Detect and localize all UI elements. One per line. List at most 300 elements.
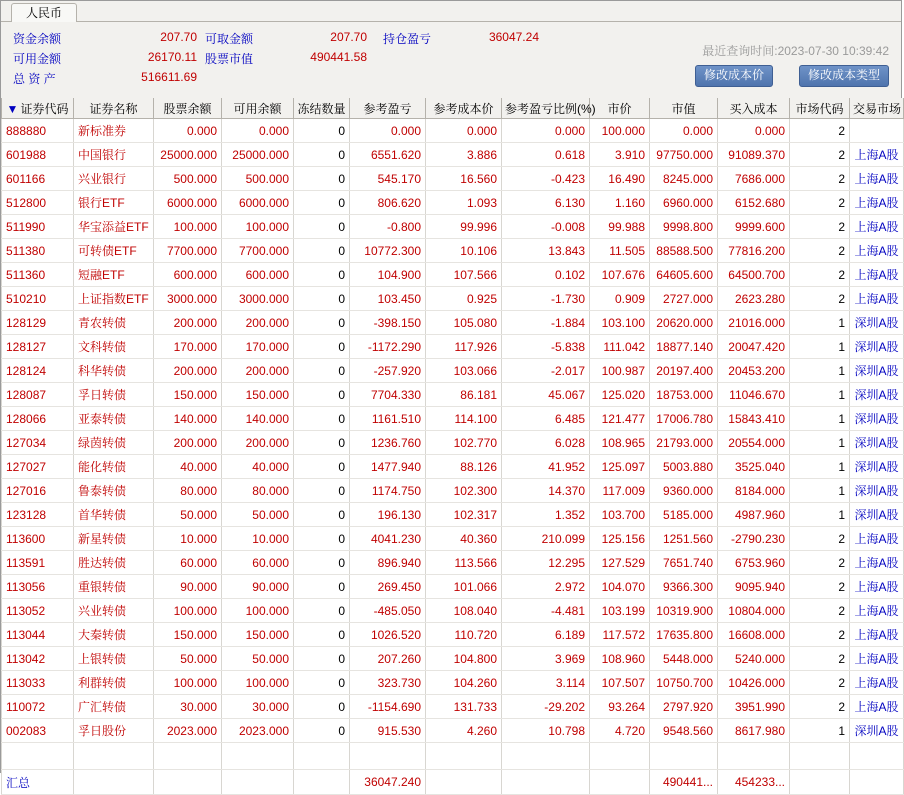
table-row[interactable] <box>2 143 904 167</box>
cell-stock-balance: 0.000 <box>154 119 222 143</box>
cell-market-value: 5185.000 <box>650 503 718 527</box>
cell-stock-balance: 100.000 <box>154 671 222 695</box>
cell-trade-market: 深圳A股 <box>850 479 904 503</box>
cell-trade-market: 深圳A股 <box>850 383 904 407</box>
table-row[interactable] <box>2 695 904 719</box>
cell-market-value: 10750.700 <box>650 671 718 695</box>
table-row[interactable] <box>2 575 904 599</box>
cell-empty <box>350 743 426 770</box>
total-blank-2 <box>154 770 222 795</box>
cell-code: 128127 <box>2 335 74 359</box>
cell-ref-cost-price: 102.770 <box>426 431 502 455</box>
table-body <box>2 119 904 795</box>
cell-ref-cost-price: 40.360 <box>426 527 502 551</box>
cell-buy-cost: 10804.000 <box>718 599 790 623</box>
cell-frozen-qty: 0 <box>294 575 350 599</box>
cell-market-code: 2 <box>790 575 850 599</box>
cell-available-balance: 40.000 <box>222 455 294 479</box>
cell-trade-market: 上海A股 <box>850 527 904 551</box>
cell-ref-pnl-ratio: 3.969 <box>502 647 590 671</box>
cell-ref-cost-price: 102.300 <box>426 479 502 503</box>
table-row[interactable] <box>2 167 904 191</box>
table-row[interactable] <box>2 407 904 431</box>
cell-frozen-qty: 0 <box>294 215 350 239</box>
cell-empty <box>790 743 850 770</box>
cell-market-price: 93.264 <box>590 695 650 719</box>
cell-name: 可转债ETF <box>74 239 154 263</box>
cell-frozen-qty: 0 <box>294 191 350 215</box>
cell-buy-cost: 10426.000 <box>718 671 790 695</box>
cell-ref-pnl-ratio: -1.884 <box>502 311 590 335</box>
cell-market-value: 64605.600 <box>650 263 718 287</box>
cell-market-code: 2 <box>790 143 850 167</box>
label-total-assets: 总 资 产 <box>13 72 56 86</box>
col-header-market-value[interactable]: 市值 <box>650 98 718 119</box>
cell-buy-cost: 6152.680 <box>718 191 790 215</box>
cell-ref-cost-price: 113.566 <box>426 551 502 575</box>
cell-ref-cost-price: 108.040 <box>426 599 502 623</box>
cell-market-price: 104.070 <box>590 575 650 599</box>
cell-code: 511360 <box>2 263 74 287</box>
cell-name: 利群转债 <box>74 671 154 695</box>
cell-frozen-qty: 0 <box>294 503 350 527</box>
cell-available-balance: 100.000 <box>222 215 294 239</box>
cell-frozen-qty: 0 <box>294 167 350 191</box>
modify-cost-price-button[interactable]: 修改成本价 <box>695 65 773 87</box>
cell-frozen-qty: 0 <box>294 287 350 311</box>
cell-ref-pnl-ratio: 45.067 <box>502 383 590 407</box>
cell-market-price: 107.676 <box>590 263 650 287</box>
cell-market-value: 21793.000 <box>650 431 718 455</box>
cell-ref-pnl-ratio: 0.000 <box>502 119 590 143</box>
cell-ref-pnl: 7704.330 <box>350 383 426 407</box>
cell-market-code: 2 <box>790 263 850 287</box>
cell-frozen-qty: 0 <box>294 311 350 335</box>
total-blank-1 <box>74 770 154 795</box>
cell-frozen-qty: 0 <box>294 551 350 575</box>
cell-ref-pnl-ratio: 6.485 <box>502 407 590 431</box>
cell-trade-market: 上海A股 <box>850 695 904 719</box>
cell-name: 孚日股份 <box>74 719 154 743</box>
table-row[interactable] <box>2 431 904 455</box>
cell-frozen-qty: 0 <box>294 455 350 479</box>
cell-market-price: 103.100 <box>590 311 650 335</box>
table-total-row <box>2 770 904 795</box>
cell-available-balance: 100.000 <box>222 599 294 623</box>
cell-market-code: 2 <box>790 647 850 671</box>
cell-market-price: 125.097 <box>590 455 650 479</box>
col-header-stock-balance[interactable]: 股票余额 <box>154 98 222 119</box>
cell-available-balance: 10.000 <box>222 527 294 551</box>
cell-market-value: 9366.300 <box>650 575 718 599</box>
cell-buy-cost: 6753.960 <box>718 551 790 575</box>
cell-code: 113600 <box>2 527 74 551</box>
cell-code: 511380 <box>2 239 74 263</box>
cell-market-price: 103.700 <box>590 503 650 527</box>
cell-stock-balance: 80.000 <box>154 479 222 503</box>
cell-market-price: 103.199 <box>590 599 650 623</box>
cell-market-code: 1 <box>790 503 850 527</box>
col-header-ref-pnl-ratio[interactable]: 参考盈亏比例(%) <box>502 98 590 119</box>
cell-ref-pnl-ratio: -5.838 <box>502 335 590 359</box>
table-row[interactable] <box>2 455 904 479</box>
cell-ref-pnl: 104.900 <box>350 263 426 287</box>
cell-stock-balance: 90.000 <box>154 575 222 599</box>
cell-frozen-qty: 0 <box>294 239 350 263</box>
cell-ref-pnl: 0.000 <box>350 119 426 143</box>
cell-code: 110072 <box>2 695 74 719</box>
cell-market-code: 1 <box>790 455 850 479</box>
table-row[interactable] <box>2 335 904 359</box>
table-row[interactable] <box>2 311 904 335</box>
cell-code: 113056 <box>2 575 74 599</box>
cell-code: 127016 <box>2 479 74 503</box>
cell-code: 511990 <box>2 215 74 239</box>
cell-ref-cost-price: 104.800 <box>426 647 502 671</box>
cell-ref-pnl: 1026.520 <box>350 623 426 647</box>
cell-name: 上证指数ETF <box>74 287 154 311</box>
cell-buy-cost: 21016.000 <box>718 311 790 335</box>
cell-ref-pnl: 10772.300 <box>350 239 426 263</box>
cell-available-balance: 60.000 <box>222 551 294 575</box>
table-row[interactable] <box>2 359 904 383</box>
cell-ref-pnl: 545.170 <box>350 167 426 191</box>
cell-market-value: 10319.900 <box>650 599 718 623</box>
cell-available-balance: 200.000 <box>222 359 294 383</box>
cell-buy-cost: 9999.600 <box>718 215 790 239</box>
cell-trade-market <box>850 119 904 143</box>
cell-trade-market: 上海A股 <box>850 215 904 239</box>
cell-market-code: 2 <box>790 671 850 695</box>
positions-table-container[interactable] <box>1 98 903 790</box>
cell-market-value: 2727.000 <box>650 287 718 311</box>
cell-code: 128066 <box>2 407 74 431</box>
cell-name: 鲁泰转债 <box>74 479 154 503</box>
cell-ref-cost-price: 10.106 <box>426 239 502 263</box>
cell-ref-pnl-ratio: 14.370 <box>502 479 590 503</box>
cell-stock-balance: 50.000 <box>154 503 222 527</box>
cell-ref-pnl: 6551.620 <box>350 143 426 167</box>
cell-available-balance: 7700.000 <box>222 239 294 263</box>
cell-ref-cost-price: 107.566 <box>426 263 502 287</box>
cell-code: 127034 <box>2 431 74 455</box>
cell-trade-market: 上海A股 <box>850 599 904 623</box>
cell-market-value: 18753.000 <box>650 383 718 407</box>
modify-cost-type-button[interactable]: 修改成本类型 <box>799 65 889 87</box>
cell-ref-pnl: 207.260 <box>350 647 426 671</box>
cell-market-value: 17006.780 <box>650 407 718 431</box>
cell-stock-balance: 150.000 <box>154 383 222 407</box>
cell-code: 113042 <box>2 647 74 671</box>
cell-market-price: 107.507 <box>590 671 650 695</box>
cell-code: 510210 <box>2 287 74 311</box>
cell-empty <box>2 743 74 770</box>
col-header-market-price[interactable]: 市价 <box>590 98 650 119</box>
table-row[interactable] <box>2 599 904 623</box>
cell-market-price: 16.490 <box>590 167 650 191</box>
cell-buy-cost: 0.000 <box>718 119 790 143</box>
cell-ref-cost-price: 101.066 <box>426 575 502 599</box>
value-position-pnl: 36047.24 <box>488 30 539 44</box>
cell-ref-cost-price: 86.181 <box>426 383 502 407</box>
cell-frozen-qty: 0 <box>294 527 350 551</box>
cell-frozen-qty: 0 <box>294 599 350 623</box>
table-row[interactable] <box>2 191 904 215</box>
cell-market-price: 108.960 <box>590 647 650 671</box>
cell-market-code: 1 <box>790 407 850 431</box>
table-row[interactable] <box>2 287 904 311</box>
cell-trade-market: 深圳A股 <box>850 455 904 479</box>
table-row[interactable] <box>2 119 904 143</box>
cell-trade-market: 上海A股 <box>850 551 904 575</box>
cell-market-price: 125.156 <box>590 527 650 551</box>
cell-ref-pnl: 103.450 <box>350 287 426 311</box>
total-blank-8 <box>790 770 850 795</box>
cell-name: 胜达转债 <box>74 551 154 575</box>
cell-market-code: 2 <box>790 599 850 623</box>
table-row[interactable] <box>2 383 904 407</box>
cell-market-code: 2 <box>790 551 850 575</box>
cell-code: 123128 <box>2 503 74 527</box>
cell-market-value: 20620.000 <box>650 311 718 335</box>
total-market-value: 490441... <box>650 770 718 795</box>
cell-ref-pnl-ratio: -29.202 <box>502 695 590 719</box>
cell-market-code: 2 <box>790 527 850 551</box>
cell-stock-balance: 600.000 <box>154 263 222 287</box>
cell-trade-market: 上海A股 <box>850 239 904 263</box>
cell-market-price: 4.720 <box>590 719 650 743</box>
cell-trade-market: 上海A股 <box>850 167 904 191</box>
cell-available-balance: 600.000 <box>222 263 294 287</box>
table-row[interactable] <box>2 479 904 503</box>
cell-ref-cost-price: 117.926 <box>426 335 502 359</box>
cell-market-price: 3.910 <box>590 143 650 167</box>
table-empty-row <box>2 743 904 770</box>
cell-ref-cost-price: 110.720 <box>426 623 502 647</box>
cell-code: 888880 <box>2 119 74 143</box>
cell-ref-pnl-ratio: -4.481 <box>502 599 590 623</box>
cell-market-price: 117.572 <box>590 623 650 647</box>
cell-buy-cost: 20453.200 <box>718 359 790 383</box>
cell-frozen-qty: 0 <box>294 335 350 359</box>
col-header-frozen-qty[interactable]: 冻结数量 <box>294 98 350 119</box>
sort-desc-icon: ▼ <box>6 101 19 116</box>
cell-ref-cost-price: 88.126 <box>426 455 502 479</box>
cell-ref-pnl: 269.450 <box>350 575 426 599</box>
cell-ref-cost-price: 0.000 <box>426 119 502 143</box>
cell-code: 601988 <box>2 143 74 167</box>
cell-ref-cost-price: 104.260 <box>426 671 502 695</box>
cell-market-price: 11.505 <box>590 239 650 263</box>
cell-market-code: 1 <box>790 479 850 503</box>
cell-buy-cost: 8184.000 <box>718 479 790 503</box>
cell-stock-balance: 60.000 <box>154 551 222 575</box>
cell-empty <box>650 743 718 770</box>
cell-market-code: 1 <box>790 719 850 743</box>
cell-market-price: 99.988 <box>590 215 650 239</box>
cell-market-value: 8245.000 <box>650 167 718 191</box>
table-row[interactable] <box>2 239 904 263</box>
cell-frozen-qty: 0 <box>294 431 350 455</box>
cell-market-price: 117.009 <box>590 479 650 503</box>
cell-frozen-qty: 0 <box>294 695 350 719</box>
cell-trade-market: 深圳A股 <box>850 335 904 359</box>
table-row[interactable] <box>2 215 904 239</box>
cell-trade-market: 上海A股 <box>850 575 904 599</box>
cell-market-price: 127.529 <box>590 551 650 575</box>
cell-buy-cost: 5240.000 <box>718 647 790 671</box>
cell-ref-pnl-ratio: 0.618 <box>502 143 590 167</box>
cell-available-balance: 50.000 <box>222 647 294 671</box>
cell-frozen-qty: 0 <box>294 647 350 671</box>
cell-name: 兴业转债 <box>74 599 154 623</box>
tab-rmb[interactable]: 人民币 <box>11 3 77 23</box>
cell-ref-cost-price: 16.560 <box>426 167 502 191</box>
total-blank-9 <box>850 770 904 795</box>
col-header-market-code[interactable]: 市场代码 <box>790 98 850 119</box>
table-row[interactable] <box>2 647 904 671</box>
cell-market-code: 2 <box>790 623 850 647</box>
col-header-code[interactable]: ▼ 证券代码 <box>2 98 74 119</box>
col-header-name[interactable]: 证券名称 <box>74 98 154 119</box>
cell-name: 亚泰转债 <box>74 407 154 431</box>
cell-ref-pnl: 896.940 <box>350 551 426 575</box>
table-row[interactable] <box>2 719 904 743</box>
cell-available-balance: 3000.000 <box>222 287 294 311</box>
cell-ref-pnl-ratio: 2.972 <box>502 575 590 599</box>
col-header-available-balance[interactable]: 可用余额 <box>222 98 294 119</box>
cell-buy-cost: 9095.940 <box>718 575 790 599</box>
cell-ref-pnl: 323.730 <box>350 671 426 695</box>
table-row[interactable] <box>2 551 904 575</box>
table-row[interactable] <box>2 623 904 647</box>
label-stock-market-value: 股票市值 <box>205 52 254 66</box>
cell-available-balance: 90.000 <box>222 575 294 599</box>
cell-buy-cost: 11046.670 <box>718 383 790 407</box>
cell-name: 广汇转债 <box>74 695 154 719</box>
col-header-trade-market[interactable]: 交易市场 <box>850 98 904 119</box>
table-row[interactable] <box>2 527 904 551</box>
cell-stock-balance: 200.000 <box>154 431 222 455</box>
cell-stock-balance: 50.000 <box>154 647 222 671</box>
cell-ref-pnl-ratio: 10.798 <box>502 719 590 743</box>
cell-available-balance: 200.000 <box>222 311 294 335</box>
cell-market-value: 20197.400 <box>650 359 718 383</box>
cell-market-value: 6960.000 <box>650 191 718 215</box>
cell-ref-pnl: 806.620 <box>350 191 426 215</box>
cell-ref-cost-price: 99.996 <box>426 215 502 239</box>
table-row[interactable] <box>2 671 904 695</box>
total-blank-4 <box>294 770 350 795</box>
cell-ref-pnl-ratio: 13.843 <box>502 239 590 263</box>
cell-empty <box>426 743 502 770</box>
cell-empty <box>294 743 350 770</box>
cell-available-balance: 50.000 <box>222 503 294 527</box>
table-row[interactable] <box>2 503 904 527</box>
cell-trade-market: 深圳A股 <box>850 431 904 455</box>
cell-ref-cost-price: 114.100 <box>426 407 502 431</box>
col-header-ref-pnl[interactable]: 参考盈亏 <box>350 98 426 119</box>
cell-code: 128124 <box>2 359 74 383</box>
cell-available-balance: 30.000 <box>222 695 294 719</box>
cell-code: 113033 <box>2 671 74 695</box>
cell-available-balance: 170.000 <box>222 335 294 359</box>
table-row[interactable] <box>2 263 904 287</box>
cell-available-balance: 500.000 <box>222 167 294 191</box>
cell-frozen-qty: 0 <box>294 719 350 743</box>
cell-name: 中国银行 <box>74 143 154 167</box>
cell-ref-pnl: -398.150 <box>350 311 426 335</box>
cell-ref-pnl-ratio: 6.130 <box>502 191 590 215</box>
cell-code: 128087 <box>2 383 74 407</box>
cell-name: 重银转债 <box>74 575 154 599</box>
cell-name: 银行ETF <box>74 191 154 215</box>
cell-name: 绿茵转债 <box>74 431 154 455</box>
cell-ref-cost-price: 103.066 <box>426 359 502 383</box>
cell-ref-pnl: 1236.760 <box>350 431 426 455</box>
label-available-withdraw: 可取金额 <box>205 32 254 46</box>
cell-ref-pnl: -485.050 <box>350 599 426 623</box>
cell-buy-cost: 2623.280 <box>718 287 790 311</box>
cell-ref-cost-price: 102.317 <box>426 503 502 527</box>
cell-stock-balance: 30.000 <box>154 695 222 719</box>
cell-buy-cost: 8617.980 <box>718 719 790 743</box>
cell-ref-pnl-ratio: -1.730 <box>502 287 590 311</box>
cell-ref-pnl: 915.530 <box>350 719 426 743</box>
total-blank-6 <box>502 770 590 795</box>
cell-market-price: 100.000 <box>590 119 650 143</box>
cell-code: 127027 <box>2 455 74 479</box>
cell-stock-balance: 100.000 <box>154 599 222 623</box>
cell-market-code: 2 <box>790 695 850 719</box>
cell-market-code: 2 <box>790 215 850 239</box>
cell-trade-market: 上海A股 <box>850 143 904 167</box>
cell-stock-balance: 500.000 <box>154 167 222 191</box>
cell-empty <box>222 743 294 770</box>
cell-ref-cost-price: 0.925 <box>426 287 502 311</box>
cell-market-price: 121.477 <box>590 407 650 431</box>
col-header-ref-cost-price[interactable]: 参考成本价 <box>426 98 502 119</box>
cell-trade-market: 上海A股 <box>850 623 904 647</box>
cell-ref-cost-price: 4.260 <box>426 719 502 743</box>
cell-buy-cost: 20554.000 <box>718 431 790 455</box>
cell-stock-balance: 40.000 <box>154 455 222 479</box>
cell-frozen-qty: 0 <box>294 671 350 695</box>
cell-frozen-qty: 0 <box>294 263 350 287</box>
cell-trade-market: 上海A股 <box>850 647 904 671</box>
cell-ref-pnl: -0.800 <box>350 215 426 239</box>
col-header-buy-cost[interactable]: 买入成本 <box>718 98 790 119</box>
cell-market-value: 7651.740 <box>650 551 718 575</box>
cell-available-balance: 200.000 <box>222 431 294 455</box>
cell-trade-market: 深圳A股 <box>850 311 904 335</box>
cell-ref-pnl: 1477.940 <box>350 455 426 479</box>
cell-available-balance: 2023.000 <box>222 719 294 743</box>
cell-code: 002083 <box>2 719 74 743</box>
cell-available-balance: 25000.000 <box>222 143 294 167</box>
label-position-pnl: 持仓盈亏 <box>383 32 432 46</box>
cell-ref-pnl: -257.920 <box>350 359 426 383</box>
cell-buy-cost: 7686.000 <box>718 167 790 191</box>
cell-ref-cost-price: 131.733 <box>426 695 502 719</box>
cell-trade-market: 上海A股 <box>850 263 904 287</box>
cell-market-value: 5003.880 <box>650 455 718 479</box>
cell-stock-balance: 3000.000 <box>154 287 222 311</box>
cell-ref-pnl: -1172.290 <box>350 335 426 359</box>
cell-available-balance: 150.000 <box>222 623 294 647</box>
total-blank-3 <box>222 770 294 795</box>
cell-name: 孚日转债 <box>74 383 154 407</box>
